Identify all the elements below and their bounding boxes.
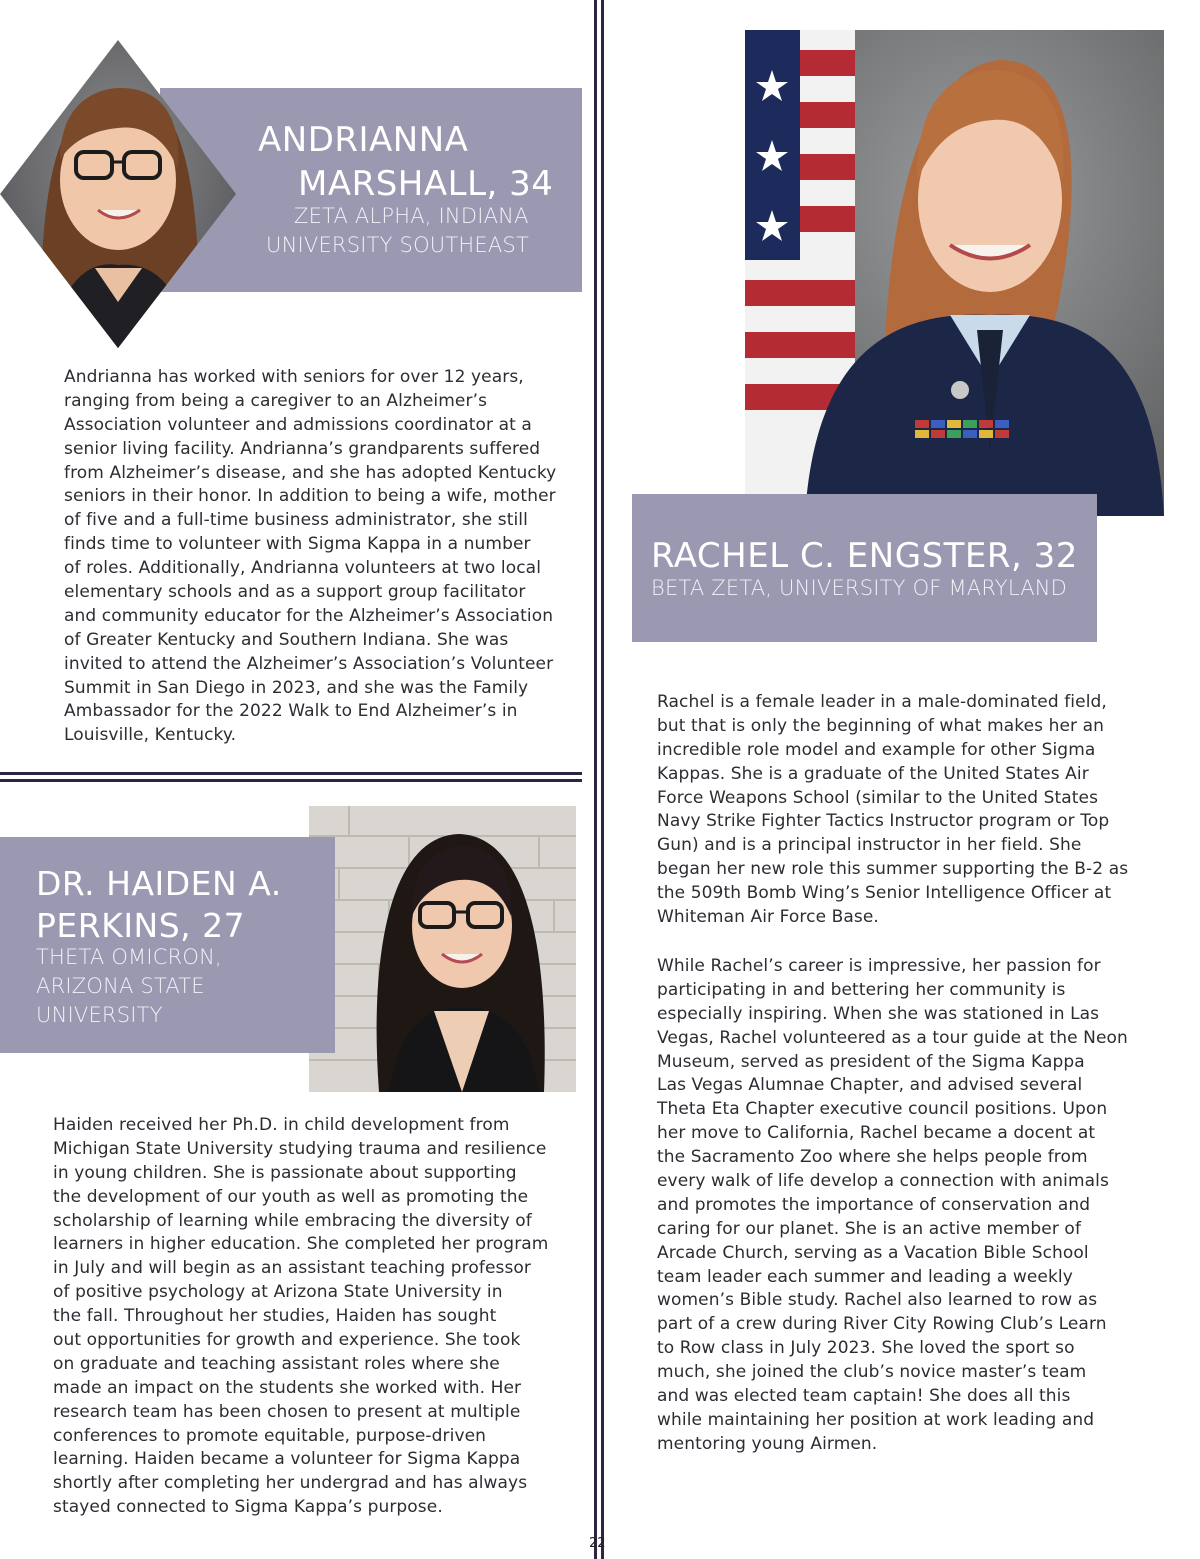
bio-line: learning. Haiden became a volunteer for Sigma Kappa <box>53 1449 521 1470</box>
bio-line: Andrianna has worked with seniors for over 12 years, <box>64 367 524 387</box>
section-divider-top <box>0 772 582 775</box>
haiden-name-line2: PERKINS, 27 <box>36 906 246 945</box>
bio-line: Force Weapons School (similar to the United States <box>657 787 1099 808</box>
bio-line: her move to California, Rachel became a docent at <box>657 1123 1096 1144</box>
bio-line: of five and a full-time business administrator, she still <box>64 510 528 531</box>
haiden-chapter-line2: ARIZONA STATE <box>36 974 205 998</box>
bio-line: learners in higher education. She completed her program <box>53 1234 549 1255</box>
bio-line: began her new role this summer supporting the B-2 as <box>657 859 1129 880</box>
bio-line: to Row class in July 2023. She loved the sport so <box>657 1338 1075 1359</box>
andrianna-photo-diamond <box>0 40 270 350</box>
bio-line: elementary schools and as a support group facilitator <box>64 582 526 603</box>
bio-line: of roles. Additionally, Andrianna volunteers at two local <box>64 558 542 579</box>
andrianna-name-line1: ANDRIANNA <box>258 120 469 160</box>
bio-line: scholarship of learning while embracing the diversity of <box>53 1210 532 1231</box>
bio-line: Arcade Church, serving as a Vacation Bible School <box>657 1242 1089 1263</box>
section-divider-bottom <box>0 779 582 782</box>
haiden-name-line1: DR. HAIDEN A. <box>36 864 282 903</box>
bio-line: Association volunteer and admissions coordinator at a <box>64 414 532 435</box>
bio-line: and promotes the importance of conservation and <box>657 1194 1091 1215</box>
andrianna-portrait <box>0 40 270 350</box>
bio-line: finds time to volunteer with Sigma Kappa in a number <box>64 534 531 555</box>
bio-line: Kappas. She is a graduate of the United States Air <box>657 763 1089 784</box>
bio-line: in young children. She is passionate about supporting <box>53 1162 517 1183</box>
rachel-bio-paragraph-2 <box>657 955 1128 1457</box>
haiden-photo <box>309 806 576 1092</box>
bio-line: Michigan State University studying trauma and resilience <box>53 1138 547 1159</box>
bio-line: Louisville, Kentucky. <box>64 725 237 746</box>
bio-line: in July and will begin as an assistant teaching professor <box>53 1258 532 1279</box>
bio-line: Navy Strike Fighter Tactics Instructor program or Top <box>657 811 1110 832</box>
bio-line: part of a crew during River City Rowing Club’s Learn <box>657 1314 1107 1335</box>
bio-line: and community educator for the Alzheimer’s Association <box>64 605 554 626</box>
bio-line: but that is only the beginning of what makes her an <box>657 715 1105 736</box>
bio-line: Rachel is a female leader in a male-dominated field, <box>657 692 1107 712</box>
haiden-chapter-line1: THETA OMICRON, <box>36 945 222 969</box>
bio-line: from Alzheimer’s disease, and she has adopted Kentucky <box>64 462 557 483</box>
bio-line: the 509th Bomb Wing’s Senior Intelligence Officer at <box>657 883 1112 904</box>
bio-line: the fall. Throughout her studies, Haiden has sought <box>53 1306 497 1327</box>
bio-line: while maintaining her position at work leading and <box>657 1409 1095 1430</box>
bio-line: Whiteman Air Force Base. <box>657 907 879 928</box>
rachel-chapter-line1: BETA ZETA, UNIVERSITY OF MARYLAND <box>651 576 1068 600</box>
rachel-portrait <box>745 30 1164 516</box>
bio-line: every walk of life develop a connection with animals <box>657 1171 1109 1192</box>
bio-line: of positive psychology at Arizona State University in <box>53 1282 503 1303</box>
bio-line: Museum, served as president of the Sigma Kappa <box>657 1051 1085 1072</box>
haiden-chapter-line3: UNIVERSITY <box>36 1003 163 1027</box>
bio-line: participating in and bettering her community is <box>657 979 1066 1000</box>
bio-line: Vegas, Rachel volunteered as a tour guide at the Neon <box>657 1027 1128 1048</box>
bio-line: Gun) and is a principal instructor in her field. She <box>657 835 1082 856</box>
bio-line: invited to attend the Alzheimer’s Association’s Volunteer <box>64 653 554 674</box>
bio-line: caring for our planet. She is an active member of <box>657 1218 1082 1239</box>
bio-line: research team has been chosen to present at multiple <box>53 1401 521 1422</box>
andrianna-name-line2: MARSHALL, 34 <box>298 164 554 204</box>
bio-line: Summit in San Diego in 2023, and she was the Family <box>64 677 529 698</box>
rachel-name-line1: RACHEL C. ENGSTER, 32 <box>651 536 1078 576</box>
bio-line: much, she joined the club’s novice master’s team <box>657 1362 1087 1383</box>
rachel-bio-paragraph-1 <box>657 691 1128 930</box>
bio-line: the Sacramento Zoo where she helps people from <box>657 1147 1088 1168</box>
bio-line: incredible role model and example for other Sigma <box>657 739 1096 760</box>
center-divider-right <box>601 0 604 1559</box>
bio-line: the development of our youth as well as promoting the <box>53 1186 529 1207</box>
bio-line: While Rachel’s career is impressive, her passion for <box>657 956 1101 976</box>
bio-line: conferences to promote equitable, purpose-driven <box>53 1425 487 1446</box>
haiden-portrait <box>309 806 576 1092</box>
bio-line: ranging from being a caregiver to an Alzheimer’s <box>64 390 488 411</box>
bio-line: mentoring young Airmen. <box>657 1433 878 1454</box>
bio-line: women’s Bible study. Rachel also learned to row as <box>657 1290 1098 1311</box>
andrianna-bio <box>64 366 556 748</box>
page-number: 22 <box>589 1536 606 1551</box>
bio-line: seniors in their honor. In addition to being a wife, mother <box>64 486 556 507</box>
bio-line: made an impact on the students she worked with. Her <box>53 1377 522 1398</box>
bio-line: Haiden received her Ph.D. in child development from <box>53 1115 510 1135</box>
bio-line: out opportunities for growth and experience. She took <box>53 1330 521 1351</box>
bio-line: and was elected team captain! She does all this <box>657 1386 1071 1407</box>
bio-line: Las Vegas Alumnae Chapter, and advised several <box>657 1075 1083 1096</box>
rachel-photo <box>745 30 1164 516</box>
andrianna-chapter-line2: UNIVERSITY SOUTHEAST <box>266 233 529 257</box>
bio-line: of Greater Kentucky and Southern Indiana. She was <box>64 629 509 650</box>
bio-line: Theta Eta Chapter executive council positions. Upon <box>657 1099 1108 1120</box>
bio-line: stayed connected to Sigma Kappa’s purpose. <box>53 1497 443 1518</box>
bio-line: on graduate and teaching assistant roles where she <box>53 1353 500 1374</box>
haiden-bio <box>53 1114 548 1520</box>
andrianna-chapter-line1: ZETA ALPHA, INDIANA <box>294 204 529 228</box>
bio-line: Ambassador for the 2022 Walk to End Alzheimer’s in <box>64 701 518 722</box>
bio-line: team leader each summer and leading a weekly <box>657 1266 1073 1287</box>
bio-line: especially inspiring. When she was stationed in Las <box>657 1003 1100 1024</box>
center-divider-left <box>594 0 597 1559</box>
bio-line: senior living facility. Andrianna’s grandparents suffered <box>64 438 541 459</box>
bio-line: shortly after completing her undergrad and has always <box>53 1473 528 1494</box>
